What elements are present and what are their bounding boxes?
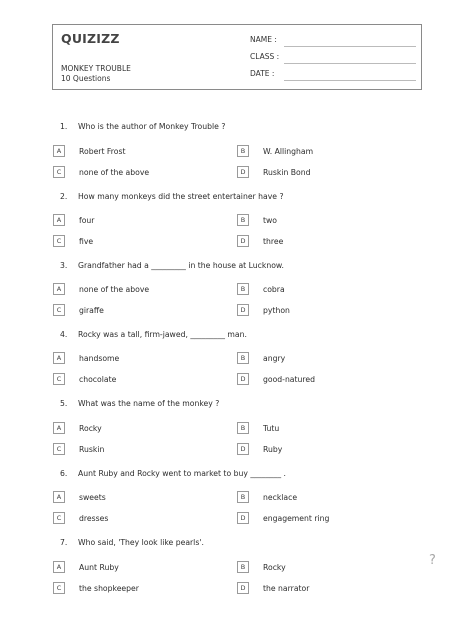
option-text: chocolate	[79, 375, 117, 384]
question-number: 7.	[60, 538, 68, 547]
option-letter: A	[53, 352, 65, 364]
option-text: three	[263, 237, 284, 246]
option-text: handsome	[79, 354, 120, 363]
quiz-title: MONKEY TROUBLE	[61, 64, 131, 73]
option-text: none of the above	[79, 168, 150, 177]
question-text: Grandfather had a _________ in the house at Lucknow.	[78, 261, 284, 270]
option-letter: D	[237, 512, 249, 524]
class-label: CLASS :	[250, 52, 280, 61]
option-text: good-natured	[263, 375, 316, 384]
option-text: four	[79, 216, 95, 225]
date-field[interactable]	[250, 69, 416, 79]
option-text: the shopkeeper	[79, 584, 139, 593]
question-count: 10 Questions	[61, 74, 111, 83]
option-letter: D	[237, 443, 249, 455]
option-text: the narrator	[263, 584, 310, 593]
option-letter: B	[237, 491, 249, 503]
option-text: engagement ring	[263, 514, 330, 523]
class-line	[284, 63, 416, 64]
name-field[interactable]	[250, 35, 416, 45]
question-text: Who said, 'They look like pearls'.	[78, 538, 204, 547]
option-letter: D	[237, 166, 249, 178]
option-letter: B	[237, 283, 249, 295]
name-label: NAME :	[250, 35, 277, 44]
question-text: Rocky was a tall, firm-jawed, _________ man.	[78, 330, 247, 339]
option-letter: B	[237, 145, 249, 157]
option-letter: C	[53, 166, 65, 178]
option-letter: B	[237, 352, 249, 364]
option-letter: C	[53, 235, 65, 247]
option-letter: C	[53, 443, 65, 455]
option-text: Ruby	[263, 445, 283, 454]
option-letter: D	[237, 235, 249, 247]
worksheet-header	[52, 24, 422, 90]
option-letter: A	[53, 214, 65, 226]
date-label: DATE :	[250, 69, 275, 78]
option-text: sweets	[79, 493, 106, 502]
option-letter: A	[53, 561, 65, 573]
option-letter: C	[53, 304, 65, 316]
option-text: angry	[263, 354, 286, 363]
option-letter: B	[237, 561, 249, 573]
option-text: five	[79, 237, 94, 246]
option-letter: C	[53, 512, 65, 524]
option-letter: C	[53, 373, 65, 385]
option-text: none of the above	[79, 285, 150, 294]
option-letter: C	[53, 582, 65, 594]
option-text: Ruskin Bond	[263, 168, 311, 177]
option-text: W. Allingham	[263, 147, 314, 156]
option-text: giraffe	[79, 306, 104, 315]
class-field[interactable]	[250, 52, 416, 62]
question-number: 3.	[60, 261, 68, 270]
option-letter: D	[237, 373, 249, 385]
option-letter: A	[53, 145, 65, 157]
option-text: Rocky	[263, 563, 286, 572]
date-line	[284, 80, 416, 81]
option-letter: B	[237, 422, 249, 434]
option-text: dresses	[79, 514, 109, 523]
question-text: How many monkeys did the street entertainer have ?	[78, 192, 284, 201]
option-text: Aunt Ruby	[79, 563, 119, 572]
question-text: Who is the author of Monkey Trouble ?	[78, 122, 226, 131]
option-text: two	[263, 216, 278, 225]
help-icon[interactable]: ?	[429, 553, 436, 568]
option-letter: B	[237, 214, 249, 226]
option-text: Ruskin	[79, 445, 105, 454]
option-text: necklace	[263, 493, 298, 502]
question-number: 4.	[60, 330, 68, 339]
question-text: Aunt Ruby and Rocky went to market to buy ________ .	[78, 469, 286, 478]
option-letter: A	[53, 283, 65, 295]
name-line	[284, 46, 416, 47]
option-letter: A	[53, 422, 65, 434]
question-number: 1.	[60, 122, 68, 131]
option-letter: D	[237, 582, 249, 594]
option-text: Tutu	[263, 424, 280, 433]
option-text: python	[263, 306, 290, 315]
option-text: Robert Frost	[79, 147, 126, 156]
option-letter: D	[237, 304, 249, 316]
option-letter: A	[53, 491, 65, 503]
question-text: What was the name of the monkey ?	[78, 399, 220, 408]
option-text: Rocky	[79, 424, 102, 433]
quizizz-logo: QUIZIZZ	[61, 31, 120, 46]
question-number: 5.	[60, 399, 68, 408]
option-text: cobra	[263, 285, 285, 294]
question-number: 2.	[60, 192, 68, 201]
question-number: 6.	[60, 469, 68, 478]
